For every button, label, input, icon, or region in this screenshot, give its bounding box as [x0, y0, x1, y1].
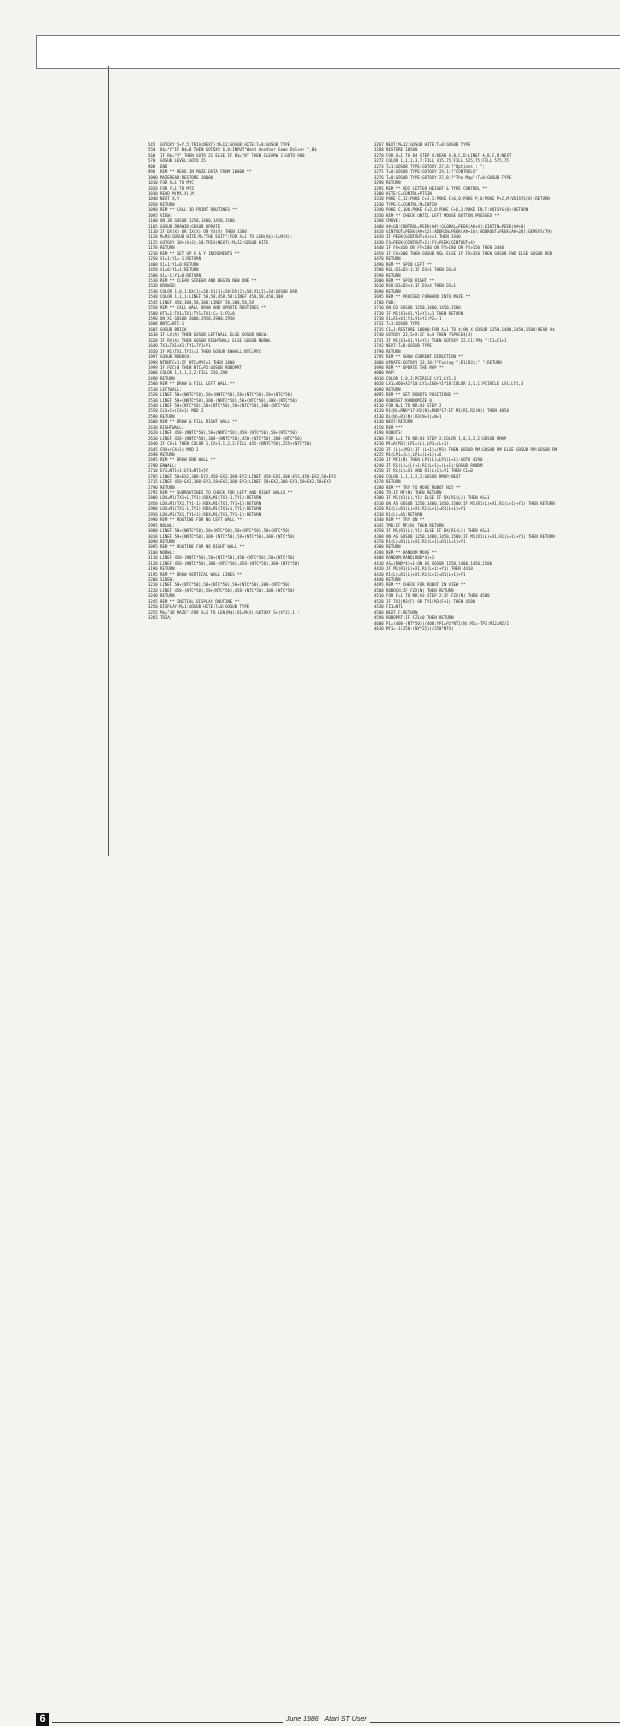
code-line: 1500 X1=-1:Y1=0:RETURN	[148, 272, 201, 278]
code-line: 4000 MAP:	[374, 370, 396, 376]
code-line: 1110 IF DX(X) OR IX(X) OR YX(X) THEN 1300	[148, 229, 247, 234]
code-line: 3440 IF FX<430 OR FY<180 OR FY>180 OR FY>150 THEN 3440	[374, 245, 505, 251]
code-line: 4380 RETURN	[374, 544, 401, 550]
code-line: 3090 RETURN	[148, 538, 175, 544]
code-line: 3710 ON D3 GOSUB 1250,1400,1450,1500	[374, 305, 461, 311]
code-line: 3250 DISPLAY:M=1:GOSUB HITE:T=0:GOSUB TYPE	[148, 604, 250, 610]
code-line: 3741 IF M1(X1+X1,Y1+Y1) THEN GOTOXY 22,C1:?M$ ":C1=C1+1	[374, 337, 507, 343]
code-line: 4270 RETURN	[374, 479, 401, 485]
code-line: 3795 REM ** SHOW CURRENT DIRECTION **	[374, 354, 464, 360]
code-line: 4610 MY1=-1(250-(NY*25))/250*NTX)	[374, 625, 454, 631]
code-line: 3272 COLOR 1,1,1,3,7:FILL 415,75:FILL 525,75:FILL 575,75	[374, 158, 509, 164]
code-line: 3240 RETURN	[148, 593, 175, 599]
code-line: 3990 REM ** UPDATE THE MAP **	[374, 364, 444, 370]
code-line: 4345 TMD:IF MF(N) THEN RETURN	[374, 522, 444, 528]
code-line: 3790 RETURN	[374, 348, 401, 354]
code-line: 900 END	[148, 163, 168, 169]
code-line: 3200 SIDEW:	[148, 577, 175, 582]
code-line: 2520 LINEF 58+(NNTC*50),58+(NNTC*50),58+(NTC*50),58+(NTC*50)	[148, 392, 293, 398]
page-footer	[0, 856, 620, 1725]
code-line: 2705 LINEF 58+EX2,308-EY2,458-EX2,308-EY2:LINEF 458-EX2,308-EY2,458-EX2,58+EY3	[148, 473, 336, 479]
code-line: 560 IF B$="Y" THEN GOTO 21 ELSE IF B$="N" THEN CLEARW 2:GOTO 900	[148, 152, 305, 158]
code-line: 1550 REM ** CALL WALL DRAW AND UPDATE ROUTINES **	[148, 305, 267, 311]
code-line: 3735 C1=1:RESTORE 10000:FOR X=1 TO 4:ON X GOSUB 1250,1400,1450,1500:READ A$	[374, 326, 555, 332]
code-line: 2510 LEFTWALL:	[148, 386, 182, 392]
code-line: 3720 IF M1(X1+X1,Y1+Y1)=1 THEN RETURN	[374, 310, 464, 316]
code-line: 4150 REM ***	[374, 424, 403, 430]
code-line: 2690 RETURN	[148, 451, 175, 457]
code-line: 1030 READ M(MX,X),M	[148, 190, 194, 196]
code-line: 3610 RGR:D3=D3+1:IF D3>4 THEN D3=1	[374, 283, 456, 289]
code-line: 4300 IF M1(X1(L),Y1) ELSE IF DX(R1(L)) THEN AS=1	[374, 495, 490, 501]
code-line: 1640 TX1=TX1+X1:TY1=TY1+Y1	[148, 343, 211, 349]
header-band	[36, 35, 620, 69]
code-line: 1605 GOSUB BRICK	[148, 326, 187, 332]
code-line: 4290 TR:IF MF(N) THEN RETURN	[374, 490, 442, 495]
code-line: 1600 NNTC=NTC-1	[148, 321, 185, 327]
code-line: 4440 RETURN	[374, 577, 401, 582]
code-line: 4520 IF TX1(M3(F) OR TY1(M3(F+1) THEN 4580	[374, 598, 476, 604]
code-line: 2640 IF CX+1 THEN COLOR 1,CX+1,1,2,2:FILL 445-(NNTC*50),255+(NTC*50)	[148, 441, 312, 447]
code-line: 3360 CMOVE:	[374, 218, 401, 224]
code-line: 3010 LINEF 58+(NNTC*50),308-(NTC*50),58+(NTC*50),308-(NTC*50)	[148, 533, 295, 539]
code-line: 3120 LINEF 458-(NNTC*50),308-(NTC*50),458-(NTC*50),308-(NTC*50)	[148, 560, 300, 566]
listing-column-right	[374, 142, 594, 631]
code-line: 4250 IF R1(L)=X1 AND R1(L+1)=Y1 THEN C1=0	[374, 468, 473, 474]
code-line: 1620 IF RX(A) THEN GOSUB RIGHTWALL ELSE GOSUB NORWL	[148, 337, 271, 343]
code-line: 1400 X1=1:Y1=0:RETURN	[148, 261, 199, 267]
code-line: 3695 REM ** PROCEED FORWARD INTO MAZE **	[374, 294, 471, 300]
code-line: 3255 M$="3D MAZE":FOR X=1 TO LEN(M$):D1=M(X):GOTOXY 5+(X*2),1 :	[148, 609, 300, 615]
code-line: 3110 LINEF 458-(NNTC*50),58+(NTC*50),458-(NTC*50),58+(NTC*50)	[148, 555, 295, 561]
code-line: 990 REM ** READ IN MAZE DATA FROM 10000 **	[148, 169, 252, 175]
code-line: 4200 FOR L=1 TO NR:A3 STEP 2:COLOR 1,0,1,2,2:GOSUB RMAP	[374, 435, 507, 441]
code-line: 4220 IF (L)=(M3):IF (L+1)=(M3) THEN GOSUB RM:GOSUB RM ELSE GOSUB RM:GOSUB RM	[374, 446, 558, 452]
code-line: 1520 DRAW3D:	[148, 283, 177, 289]
code-line: 3310 POKE C,12:POKE C+2,1:POKE C+6,0:POKE P,0:POKE P+2,M:VDISYS(0):RETURN	[374, 196, 550, 202]
code-line: 3290 RETURN	[374, 180, 401, 186]
code-line: 1590 ON X1 GOSUB 2000,2950,2900,2950	[148, 316, 235, 321]
code-line: 3340 POKE C,106:POKE C+2,0:POKE C+6,1:POKE IN,T:VDISYS(0):RETURN	[374, 207, 529, 213]
code-line: 4130 DL(N)=R1(N):R3(N+1)=N+1	[374, 413, 442, 419]
code-line: 4370 R1(L)=R1(L)+X1:R1(L+1)=R1(L+1)+Y1	[374, 538, 466, 544]
code-line: 4330 R1(L)=AS:RETURN	[374, 511, 423, 517]
code-line: 1998 NTDNTC+1:IF NTC=MYC+1 THEN 1800	[148, 359, 235, 365]
code-line: 2900 LDX=M1(TX1-1,TY1):RDX=M1(TX1+1,TY1):RETURN	[148, 506, 262, 512]
listing-column-left	[148, 142, 368, 621]
code-line: 2630 LINEF 458-(NNTC*50),308-(NNTC*50),458-(NTC*50),308-(NTC*50)	[148, 435, 303, 441]
code-line: 2620 LINEF 458-(NNTC*50),58+(NNTC*50),458-(NTC*50),58+(NTC*50)	[148, 430, 298, 436]
code-line: 3095 REM ** ROUTINE FOR NO RIGHT WALL **	[148, 544, 245, 550]
code-line: 2710 EY2=NT1+1:EY3=NT1+5Y	[148, 468, 209, 474]
code-line: 2590 RETURN	[148, 413, 175, 419]
code-line: 1050 RETURN	[148, 201, 175, 207]
code-line: 4390 REM ** RANDOM MOVE **	[374, 549, 437, 555]
code-line: 4095 REM ** SET ROBOTS POSITIONS **	[374, 392, 459, 398]
code-line: 3300 HITE:C=CONTRL+PTSIN	[374, 190, 432, 196]
code-line: 4260 COLOR 1,1,1,2,2:GOSUB RMAP:NEXT	[374, 473, 461, 479]
code-line: 3195 REM ** DRAW VERTICAL WALL LINES **	[148, 571, 242, 577]
code-line: 3420 IF PEEK(GINTOUT+4)<>1 THEN 3440	[374, 234, 461, 240]
code-line: 1020 FOR Y=1 TO MYZ	[148, 185, 194, 191]
code-line: 1997 GOSUB ROBOCH:	[148, 354, 192, 360]
code-line: 3190 RETURN	[148, 566, 175, 572]
code-line: 4280 REM ** TRY TO MOVE ROBOT N15 **	[374, 484, 461, 490]
code-line: 2550 CLS+1+(CX+1) MOD 2	[148, 408, 204, 414]
code-line: 4500 ROBOCH:IF FZX(N) THEN RETURN	[374, 587, 454, 593]
frame-rule	[108, 66, 109, 856]
code-line: 4340 REM ** TRY ON **	[374, 517, 425, 523]
code-line: 4430 R1(L)=R1(L)+X1:R1(L+1)=R1(L+1)+Y1	[374, 571, 466, 577]
code-line: 1580 HT1=1:TX1=TX1:TY1=TX1:C=-1:P2=0	[148, 310, 235, 316]
code-line: 3275 T=8:GOSUB TYPE:GOTOXY 29,1:?"CONTROLS"	[374, 169, 478, 175]
code-line: 3410 GINTOUT=PEEK(A#+12):ADDRIN=PEEK(A#+16):ADDROUT=PEEK(A#+20):GEMSYS(79)	[374, 229, 553, 234]
code-line: 2645 CRX+(CX+1) MOD 2	[148, 446, 199, 452]
code-line: 3295 REM ** VDI LETTER HEIGHT & TYPE CONTROL **	[374, 185, 488, 191]
code-line: 2795 REM ** SUBROUTINES TO CHECK FOR LEFT AND RIGHT WALLS **	[148, 490, 293, 495]
code-line: 3730 X1=X1+X1:Y1=Y1+Y1:P2=-1	[374, 316, 442, 321]
code-line: 3740 GOTOXY 22,5+X:IF X=4 THEN ?SPACE$(3)	[374, 332, 473, 338]
code-line: 3270 FOR X=1 TO 84 STEP 4:READ A,B,C,D:LINEF A,B,C,D:NEXT	[374, 152, 512, 158]
code-line: 4225 M1(LP1=(L),LP1=(L+1))=6	[374, 451, 442, 457]
code-line: 1650 IF M1(TX1,TY1)=1 THEN GOSUB ENWALL:NTC=MYC	[148, 348, 262, 354]
code-line: 3000 LINEF 58+(NNTC*50),58+(NTC*50),58+(NTC*50),58+(NTC*50)	[148, 528, 291, 534]
code-line: 1999 IF P2C(0 THEN NTC=P2:GOSUB ROBOPRT	[148, 364, 242, 370]
code-line: 3690 RETURN	[374, 288, 401, 294]
code-line: 2990 REM ** ROUTINE FOR NO LEFT WALL **	[148, 517, 242, 523]
code-line: 2850 LDX=M1(TX1,TY1-1):RDX=M1(TX1,TY1+1):RETURN	[148, 500, 262, 506]
code-line: 1105 GOSUB DRAW3D:GOSUB UPDATE	[148, 223, 221, 229]
code-line: 1100 ON 3D GOSUB 1250,1400,1450,1500	[148, 218, 235, 224]
code-line: 4010 COLOR 1,0,1:PCIRCLE LY1,LY1,3	[374, 375, 456, 381]
code-line: 2000 COLOR 1,1,1,2,2:FILL 250,290	[148, 370, 228, 376]
code-line: 2610 RIGHTWALL:	[148, 424, 185, 430]
code-line: 550 B$="Y"IF B$=B THEN GOTOXY 6,8:INPUT"Want Another Game Dolver ",B$	[148, 147, 317, 153]
code-line: 1610 IF LX(A) THEN GOSUB LEFTWALL ELSE GOSUB NOLW.	[148, 332, 269, 338]
code-line: 2995 NOLWL:	[148, 522, 175, 528]
code-line: 1010 FOR X=1 TO MYC	[148, 180, 194, 186]
code-line: 2490 RETURN	[148, 375, 175, 381]
code-line: 1450 X1=0:Y1=1:RETURN	[148, 267, 199, 273]
code-line: 4600 P1=(400-(NT*50))/400:YP1=P2*NT1(N):M1=-TP1:M12=M2/2	[374, 620, 509, 626]
code-line: 3732 T=1:GOSUB TYPE	[374, 321, 420, 327]
code-line: 4360 ON AS GOSUB 1250,1400,1450,1500:IF M1(R1(L)+X1,R1(L+1)+Y1) THEN RETURN	[374, 533, 555, 539]
code-line: 4400 RANDOM:RAND(RND*4)+1	[374, 555, 435, 561]
code-line: 2715 LINEF 458-EX2,308-EY3,58+EX2,308-EY3:LINEF 58+EX2,308-EY3,58+EX2,58+EY2	[148, 479, 332, 485]
code-line: 1040 NEXT X,Y	[148, 196, 180, 202]
footer-credit	[283, 1716, 370, 1723]
code-line: 3276 T=0:GOSUB TYPE:GOTOXY 27,8:?"The Map":T=0:GOSUB TYPE	[374, 174, 512, 180]
code-line: 3470 RETURN	[374, 256, 401, 262]
code-line: 3268 RESTORE 10500	[374, 147, 418, 153]
code-line: 3273 T=1:GOSUB TYPE:GOTOXY 27,6:?"Options : ";	[374, 163, 485, 169]
code-line: 3265 TRIA;	[148, 615, 173, 621]
code-line: 1510 REM ** CLEAR SCREEN AND BEGIN NEW ONE **	[148, 277, 257, 283]
code-line: 1095 VIEW:	[148, 212, 173, 218]
code-line: 4120 R1(N)=RND*17:R2(N)=RND*17:IF M1(R1,R2(N)) THEN 4050	[374, 408, 509, 414]
code-line: 2600 REM ** DRAW & FILL RIGHT WALL **	[148, 419, 238, 425]
code-line: 3245 REM ** INITIAL DISPLAY ROUTINE **	[148, 598, 240, 604]
code-line: 3350 REM ** CHECK UNTIL LEFT MOUSE BUTTON PRESSED **	[374, 212, 500, 218]
footer-magazine: Atari ST User	[324, 1716, 367, 1723]
code-line: 3700 FWD:	[374, 299, 396, 305]
code-line: 3742 NEXT:T=8:GOSUB TYPE	[374, 343, 432, 349]
code-line: 4230 IF MF1(N) THEN LP1(L)=LP1(L+1):GOTO 4290	[374, 457, 483, 463]
code-line: 4530 FZ1=NT1	[374, 604, 403, 610]
code-line: 1120 M=M3:GOSUB HITE:M="THE EXIT":FOR X=1 TO LEN(A$):C=M(X):	[148, 234, 293, 240]
page-number: 6	[36, 1713, 49, 1726]
code-line: 1530 COLOR 1,0,1:DX(1)=58:X1(1)=58:DX(2)=58:X1(2)=34:GOSUB BAR	[148, 288, 298, 294]
code-line: 3800 UPDATE:GOTOXY 13,18:?"Facing ";D1(D3);" ":RETURN	[374, 359, 502, 365]
code-line: 3100 NORWL:	[148, 549, 175, 555]
code-line: 3220 LINEF 458-(NTC*50),58+(NTC*50),458-(NTC*50),308-(NTC*50)	[148, 587, 295, 593]
code-line: 4020 LX1=460+X1*10:LY1=160+Y1*10:COLOR 1,1,1:PCIRCLE LX1,LY1,3	[374, 381, 524, 387]
code-line: 1210 REM ** SET UP X & Y INCREMENTS **	[148, 250, 240, 256]
code-line: 3600 REM ** SPIN RIGHT **	[374, 277, 435, 283]
code-line: 4590 ROBOPRT:IF FZ1<0 THEN RETURN	[374, 615, 454, 621]
code-line: 4580 NEXT F:RETURN	[374, 609, 418, 615]
code-line: 2790 RETURN	[148, 484, 175, 490]
code-line: 3590 RETURN	[374, 272, 401, 278]
code-line: 2695 REM ** DRAW END WALL **	[148, 457, 216, 463]
code-line: 4210 MF=R(M3):LP1=(L),LP1=(L+1)	[374, 441, 449, 447]
code-line: 1125 GOTOXY 18+(X+3),10:TRIA(NEXT):M=12:GOSUB HITE	[148, 239, 269, 245]
code-line: 4495 REM ** CHECK FOR ROBOT IN VIEW **	[374, 582, 466, 588]
code-line: 4310 ON AS GOSUB 1250,1400,1450,1500:IF M1(R1(L)+X1,R1(L+1)+Y1) THEN RETURN	[374, 500, 555, 506]
code-line: 570 GOSUB LEVEL:GOTO 25	[148, 158, 206, 164]
code-line: 3500 RGL:D3=D3-1:IF D3<1 THEN D3=4	[374, 267, 456, 273]
code-line: 4410 AS=(RND*4)+1:ON AS GOSUB 1250,1400,1450,1500	[374, 560, 493, 566]
code-line: 3210 LINEF 58+(NTC*50),58+(NTC*50),58+(NTC*50),308-(NTC*50)	[148, 582, 291, 588]
code-line: 545 GOTOXY 5+Y,5:TRIA(NEXT):M=12:GOSUB HITE:T=8:GOSUB TYPE	[148, 142, 291, 147]
code-line: 4420 IF M1(R1(L)+X1,R1(L+1)+Y1) THEN 4410	[374, 566, 473, 572]
code-line: 3330 TYPE:C=CONTRL:M=INTIN	[374, 201, 437, 207]
code-line: 2700 ENWALL:	[148, 462, 177, 468]
code-line: 3267 NEXT:M=12:GOSUB HITE:T=8:GOSUB TYPE	[374, 142, 471, 147]
code-line: 2800 LDX=M1(TX1+1,TY1):RDX=M1(TX1-1,TY1):RETURN	[148, 495, 262, 501]
code-line: 4100 ROBOSET:RANDOMIZE 0	[374, 397, 432, 403]
code-line: 3400 A#=GB:CONTROL=PEEK(A#):GLOBAL=PEEK(A#+4):GINTIN=PEEK(A#+8)	[374, 223, 526, 229]
code-line: 4110 FOR N=1 TO NR:A3 STEP 2	[374, 403, 442, 408]
code-line: 4510 FOR F=1 TO NR:A3 STEP 2:IF FZX(N) THEN 4580	[374, 593, 490, 599]
code-line: 4190 ROBOTS:	[374, 430, 403, 436]
code-line: 2530 LINEF 58+(NNTC*50),308-(NNTC*50),58+(NTC*50),308-(NTC*50)	[148, 397, 298, 403]
code-line: 1540 COLOR 1,1,1:LINEF 58,58,458,58:LINEF 458,58,458,308	[148, 294, 283, 300]
code-line: 4350 IF M1(R1(L),Y1) ELSE IF DX(R1(L)) THEN AS=3	[374, 528, 490, 534]
code-line: 4240 IF R1(L)=(L)+1:R1(L+1)=(L+1):GOSUB RANDM	[374, 462, 483, 468]
code-line: 3490 REM ** SPIN LEFT **	[374, 261, 432, 267]
code-line: 1545 LINEF 458,308,58,308:LINEF 58,308,58,58	[148, 299, 254, 305]
code-line: 2540 LINEF 58+(NTC*50),58+(NTC*50),58+(NTC*50),308-(NTC*50)	[148, 403, 291, 408]
code-line: 2500 REM ** DRAW & FILL LEFT WALL **	[148, 381, 235, 387]
code-line: 1000 MAZEREAD:RESTORE 10000	[148, 174, 214, 180]
code-line: 4140 NEXT:RETURN	[374, 419, 413, 425]
code-line: 1250 X1=1:Y1=-1:RETURN	[148, 256, 201, 262]
code-line: 3450 IF FX>300 THEN GOSUB RGL ELSE IF FX>350 THEN GOSUB FWD ELSE GOSUB RGR	[374, 250, 553, 256]
code-line: 4090 RETURN	[374, 386, 401, 392]
code-line: 2950 LDX=M1(TX1,TY1+1):RDX=M1(TX1,TY1-1):RETURN	[148, 511, 262, 517]
code-line: 1170 RETURN	[148, 245, 175, 251]
code-line: 4320 R1(L)=R1(L)+X1:R1(L+1)=R1(L+1)+Y1	[374, 506, 466, 512]
code-line: 3430 FX=PEEK(GINTOUT+2):FY=PEEK(GINTOUT+4)	[374, 239, 476, 245]
footer-issue: June 1986	[286, 1716, 319, 1723]
code-line: 1090 REM ** CALL 3D PRINT ROUTINES **	[148, 207, 238, 213]
